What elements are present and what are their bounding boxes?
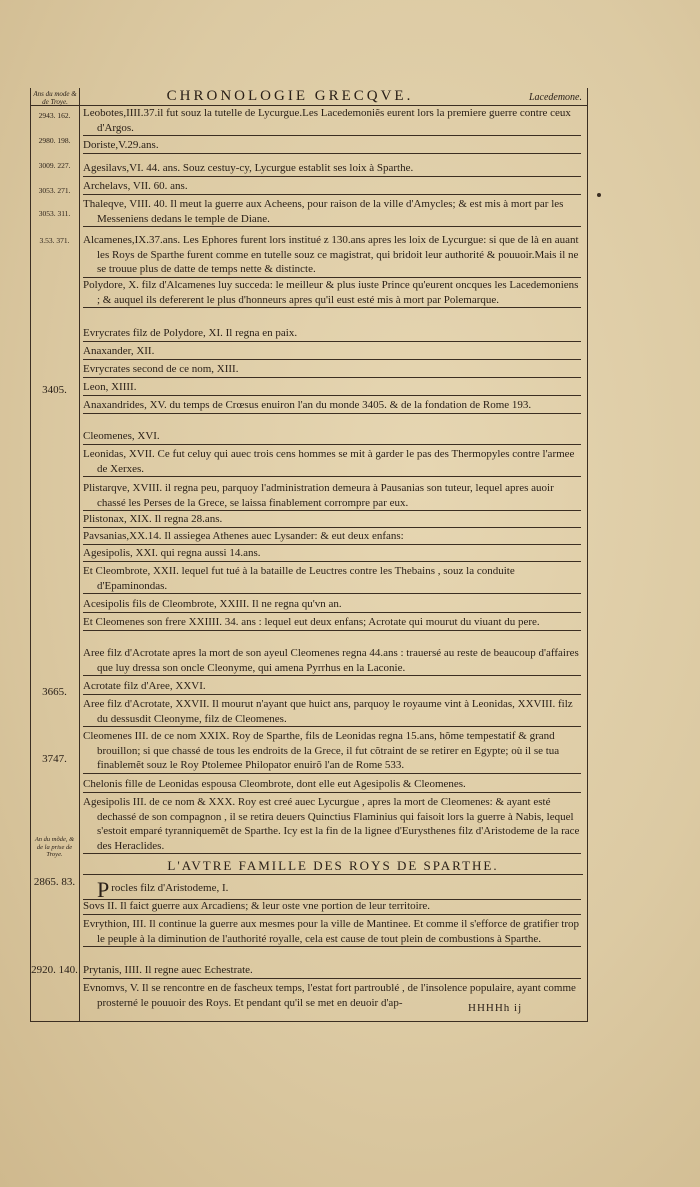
date-column-rule — [79, 88, 80, 1022]
chronology-entry — [83, 877, 581, 902]
year-marker: 3009. 227. — [38, 161, 71, 170]
entry-text: Polydore, X. filz d'Alcamenes luy succeda: le meilleur & plus iuste Prince qu'eurent oncques les Lacedemoniens ; & auquel ils defererent le plus d'honneurs apres qu'il eust esté mis à mort par Polemarque. — [83, 279, 579, 306]
year-marker: 3665. — [42, 686, 67, 698]
entry-text: Agesilavs,VI. 44. ans. Souz cestuy-cy, Lycurgue establit ses loix à Sparthe. — [83, 162, 414, 174]
chronology-entry — [83, 564, 581, 594]
entry-text: Et Cleombrote, XXII. lequel fut tué à la bataille de Leuctres contre les Thebains , souz la conduite d'Epaminondas. — [83, 565, 515, 592]
entry-text: Plistonax, XIX. Il regna 28.ans. — [83, 513, 223, 525]
chronology-entry — [83, 546, 581, 562]
chronology-entry — [83, 512, 581, 528]
chronology-entry — [83, 447, 581, 477]
year-marker: An du mõde, & de la prise de Troye. — [34, 836, 75, 858]
chronology-entry — [83, 795, 581, 854]
chronology-entry — [83, 697, 581, 727]
year-marker: 3405. — [42, 384, 67, 396]
entry-text: Aree filz d'Acrotate apres la mort de son ayeul Cleomenes regna 44.ans : trauersé au reste de beaucoup d'affaires que luy dressa son oncle Cleonyme, qui amena Pyrrhus en la Laconie. — [83, 647, 579, 674]
chronology-entry — [83, 963, 581, 979]
entry-text: Acrotate filz d'Aree, XXVI. — [83, 680, 206, 692]
entry-text: Leonidas, XVII. Ce fut celuy qui auec trois cens hommes se mit à garder le pas des Thermopyles contre l'armee de Xerxes. — [83, 448, 575, 475]
chronology-entry — [83, 278, 581, 308]
entry-text: Doriste,V.29.ans. — [83, 139, 159, 151]
entry-text: Chelonis fille de Leonidas espousa Cleombrote, dont elle eut Agesipolis & Cleomenes. — [83, 778, 466, 790]
entry-text: Evrycrates second de ce nom, XIII. — [83, 363, 239, 375]
entry-text: Cleomenes III. de ce nom XXIX. Roy de Sparthe, fils de Leonidas regna 15.ans, hõme tempestatif & grand brouillon; si que chassé de tous les endroits de la Grece, il fut cõtraint de se retirer en Egypte; où il se tua finablemẽt souz le Roy Ptolemee Philopator enuirõ l'an de Rome 533. — [83, 730, 560, 771]
chronology-entry — [83, 380, 581, 396]
entry-text: Acesipolis fils de Cleombrote, XXIII. Il ne regna qu'vn an. — [83, 598, 342, 610]
year-marker: 2943. 162. — [38, 111, 71, 120]
year-marker: 3747. — [42, 753, 67, 765]
entry-text: Evnomvs, V. Il se rencontre en de fascheux temps, l'estat fort partroublé , de l'insolence populaire, ayant comme prosterné le pouuoir des Roys. Et pendant qu'il se met en deuoir d'ap- — [83, 982, 576, 1009]
drop-cap: P — [97, 877, 110, 902]
entry-text: Alcamenes,IX.37.ans. Les Ephores furent lors institué z 130.ans apres les loix de Lycurgue: si que de là en auant les Roys de Sparthe furent comme en tutelle souz ce magistrat, qui bridoit leur authorité & pouuoir.Mais il ne se trouue plus de datte de temps nette & distincte. — [83, 234, 579, 275]
page-title: CHRONOLOGIE GRECQVE. — [166, 88, 414, 104]
entry-text: Prytanis, IIII. Il regne auec Echestrate. — [83, 964, 253, 976]
year-marker: 3053. 271. — [38, 186, 71, 195]
chronology-entry — [83, 106, 581, 136]
entry-text: Agesipolis, XXI. qui regna aussi 14.ans. — [83, 547, 261, 559]
date-column-header: Ans du mode & de Troye. — [33, 90, 77, 106]
chronology-entry — [83, 777, 581, 793]
running-head: Lacedemone. — [528, 92, 582, 103]
chronology-entry — [83, 899, 581, 915]
chronology-entry — [83, 646, 581, 676]
chronology-entry — [83, 344, 581, 360]
footer-rule — [31, 1021, 587, 1022]
chronology-entry — [83, 398, 581, 414]
chronology-entry — [83, 597, 581, 613]
ink-spot — [597, 193, 601, 197]
chronology-entry — [83, 679, 581, 695]
year-marker: 2865. 83. — [33, 876, 76, 888]
entry-text: Cleomenes, XVI. — [83, 430, 160, 442]
entry-text: Evrycrates filz de Polydore, XI. Il regna en paix. — [83, 327, 298, 339]
entry-text: Leobotes,IIII.37.il fut souz la tutelle de Lycurgue.Les Lacedemoniẽs eurent lors la premiere guerre contre ceux d'Argos. — [83, 107, 571, 134]
signature-mark: HHHHh ij — [468, 1002, 523, 1014]
entry-text: Et Cleomenes son frere XXIIII. 34. ans : lequel eut deux enfans; Acrotate qui mourut du viuant du pere. — [83, 616, 540, 628]
chronology-entry — [83, 615, 581, 631]
chronology-entry — [83, 481, 581, 511]
entry-text: rocles filz d'Aristodeme, I. — [111, 882, 229, 894]
chronology-entry — [83, 429, 581, 445]
entry-text: Archelavs, VII. 60. ans. — [83, 180, 188, 192]
chronology-entry — [83, 362, 581, 378]
chronology-entry — [83, 233, 581, 278]
chronology-entry — [83, 197, 581, 227]
chronology-entry — [83, 138, 581, 154]
entry-text: Thaleqve, VIII. 40. Il meut la guerre aux Acheens, pour raison de la ville d'Amycles; & est mis à mort par les Messeniens dedans le temple de Diane. — [83, 198, 564, 225]
entry-text: Pavsanias,XX.14. Il assiegea Athenes auec Lysander: & eut deux enfans: — [83, 530, 404, 542]
chronology-entry — [83, 161, 581, 177]
entry-text: Plistarqve, XVIII. il regna peu, parquoy l'administration demeura à Pausanias son tuteur, lequel apres auoir chassé les Perses de la Grece, se laissa finablement corrompre par eux. — [83, 482, 554, 509]
year-marker: 3053. 311. — [38, 209, 71, 218]
entry-text: Agesipolis III. de ce nom & XXX. Roy est creé auec Lycurgue , apres la mort de Cleomenes: & ayant esté dechassé de son compagnon , il se retira deuers Quinctius Flaminius qui faisoit lors la guerre à Nabis, lequel s'estoit emparé tyranniquemẽt de Sparthe. Icy est la fin de la lignee d'Eurysthenes filz d'Aristodeme de la race des Heraclides. — [83, 796, 580, 852]
section-heading: L'AVTRE FAMILLE DES ROYS DE SPARTHE. — [83, 858, 583, 875]
entry-text: Evrythion, III. Il continue la guerre aux mesmes pour la ville de Mantinee. Et comme il s'efforce de gratifier trop le peuple à la diminution de l'authorité royalle, cela est cause de tout plein de combustions à Sparthe. — [83, 918, 579, 945]
entry-text: Anaxandrides, XV. du temps de Crœsus enuiron l'an du monde 3405. & de la fondation de Rome 193. — [83, 399, 532, 411]
entry-text: Leon, XIIII. — [83, 381, 137, 393]
entry-text: Aree filz d'Acrotate, XXVII. Il mourut n'ayant que huict ans, parquoy le royaume vint à Leonidas, XXVIII. filz du dessusdit Cleonyme, filz de Cleomenes. — [83, 698, 573, 725]
entry-text: Sovs II. Il faict guerre aux Arcadiens; & leur oste vne portion de leur territoire. — [83, 900, 430, 912]
chronology-entry — [83, 729, 581, 774]
chronology-entry — [83, 917, 581, 947]
year-marker: 2980. 198. — [38, 136, 71, 145]
chronology-entry — [83, 179, 581, 195]
entry-text: Anaxander, XII. — [83, 345, 155, 357]
chronology-entry — [83, 326, 581, 342]
year-marker: 2920. 140. — [31, 964, 78, 976]
year-marker: 3.53. 371. — [39, 236, 70, 245]
chronology-entry — [83, 529, 581, 545]
